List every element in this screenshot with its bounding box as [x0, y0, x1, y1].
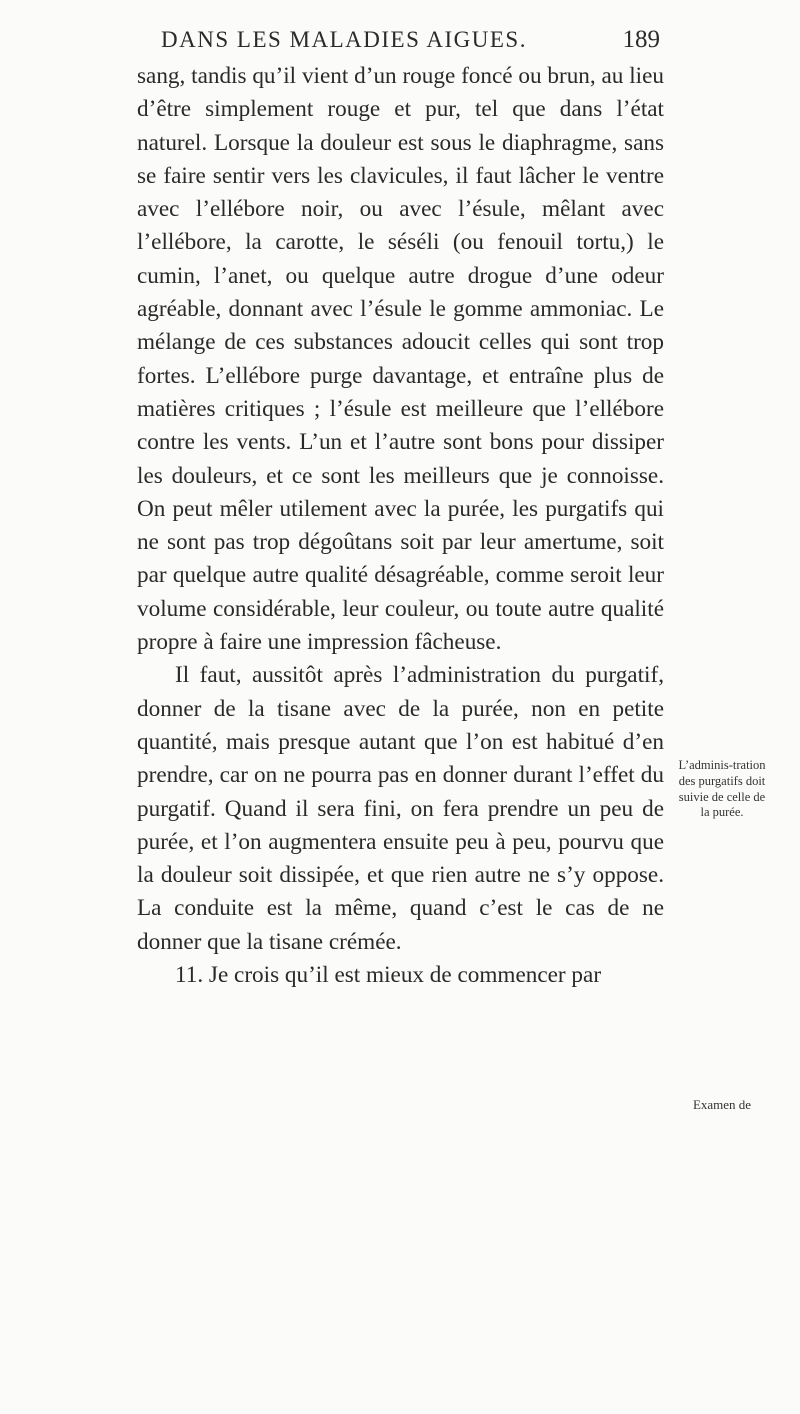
- page-header: [104, 22, 660, 58]
- paragraph: 11. Je crois qu’il est mieux de commencer par: [175, 962, 602, 989]
- paragraph: Il faut, aussitôt après l’administration du purgatif, donner de la tisane avec de la purée, non en petite quantité, mais presque autant que l’on est habitué d’en prendre, car on ne pourra pas en donner durant l’effet du purgatif. Quand il sera fini, on fera prendre un peu de purée, et l’on augmentera ensuite peu à peu, pourvu que la douleur soit dissipée, et que rien autre ne s’y oppose. La conduite est la même, quand c’est le cas de ne donner que la tisane crémée.: [137, 662, 664, 955]
- paragraph: sang, tandis qu’il vient d’un rouge foncé ou brun, au lieu d’être simplement rouge et pur, tel que dans l’état naturel. Lorsque la douleur est sous le diaphragme, sans se faire sentir vers les clavicules, il faut lâcher le ventre avec l’ellébore noir, ou avec l’ésule, mêlant avec l’ellébore, la carotte, le séséli (ou fenouil tortu,) le cumin, l’anet, ou quelque autre drogue d’une odeur agréable, donnant avec l’ésule le gomme ammoniac. Le mélange de ces substances adoucit celles qui sont trop fortes. L’ellébore purge davantage, et entraîne plus de matières critiques ; l’ésule est meilleure que l’ellébore contre les vents. L’un et l’autre sont bons pour dissiper les douleurs, et ce sont les meilleurs que je connoisse. On peut mêler utilement avec la purée, les purgatifs qui ne sont pas trop dégoûtans soit par leur amertume, soit par quelque autre qualité désagréable, comme seroit leur volume considérable, leur couleur, ou toute autre qualité propre à faire une impression fâcheuse.: [137, 63, 664, 656]
- margin-note: Examen de: [692, 1097, 752, 1112]
- body-text: [137, 60, 664, 992]
- margin-note: L’adminis-tration des purgatifs doit suivie de celle de la purée.: [678, 758, 766, 820]
- running-head: DANS LES MALADIES AIGUES.: [161, 27, 527, 52]
- page-number: 189: [622, 26, 660, 53]
